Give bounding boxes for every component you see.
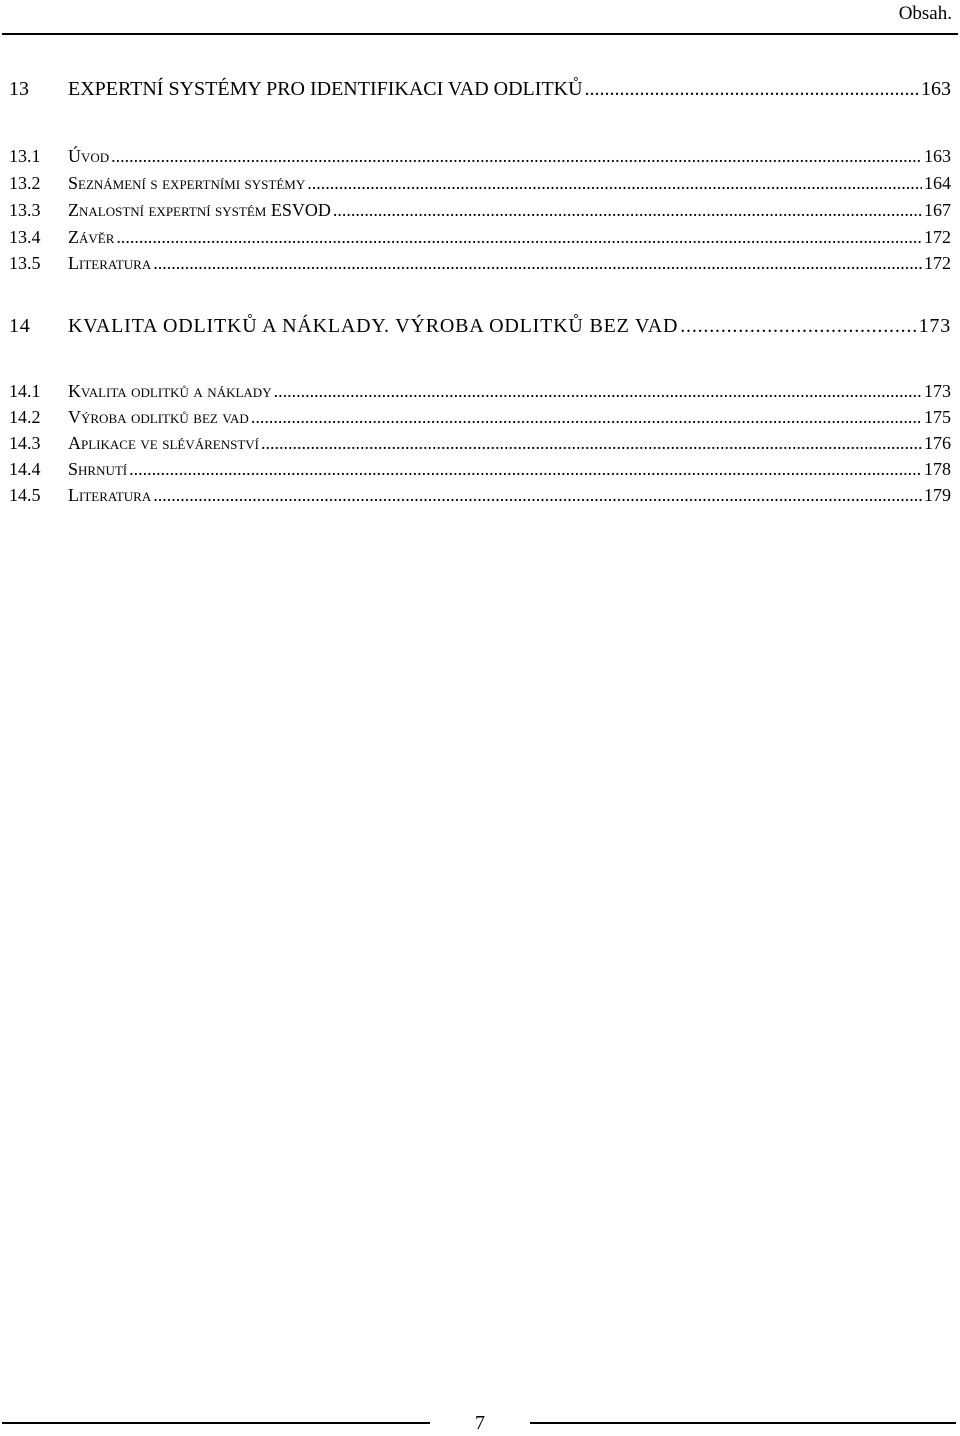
toc-dot-leader [307, 173, 922, 194]
toc-chapter-title: EXPERTNÍ SYSTÉMY PRO IDENTIFIKACI VAD ODLITKŮ [68, 78, 583, 100]
toc-page-number: 176 [924, 433, 951, 453]
toc-section-number: 13.1 [9, 146, 41, 166]
toc-chapter-14[interactable] [9, 315, 951, 341]
toc-section-13-2[interactable] [9, 173, 951, 197]
toc-section-title: Kvalita odlitků a náklady [68, 381, 272, 401]
toc-dot-leader [274, 381, 922, 402]
toc-section-number: 14.1 [9, 381, 41, 401]
toc-section-14-3[interactable] [9, 433, 951, 457]
toc-section-number: 14.4 [9, 459, 41, 479]
toc-chapter-number: 13 [9, 78, 29, 100]
toc-page-number: 173 [924, 381, 951, 401]
toc-page-number: 178 [924, 459, 951, 479]
toc-dot-leader [585, 78, 919, 101]
toc-section-title: Úvod [68, 146, 110, 166]
toc-page-number: 164 [924, 173, 951, 193]
toc-section-13-5[interactable] [9, 253, 951, 277]
toc-page-number: 163 [924, 146, 951, 166]
toc-dot-leader [111, 146, 922, 167]
toc-section-number: 13.4 [9, 227, 41, 247]
toc-section-number: 13.3 [9, 200, 41, 220]
toc-section-14-2[interactable] [9, 407, 951, 431]
toc-page-number: 173 [918, 315, 951, 337]
toc-section-14-5[interactable] [9, 485, 951, 509]
toc-dot-leader [153, 485, 922, 506]
toc-dot-leader [116, 227, 922, 248]
toc-page-number: 163 [921, 78, 951, 100]
header-title: Obsah. [898, 3, 952, 24]
toc-section-title: Literatura [68, 485, 152, 505]
toc-chapter-title: KVALITA ODLITKŮ A NÁKLADY. VÝROBA ODLITKŮ BEZ VAD [68, 315, 679, 337]
toc-page-number: 167 [924, 200, 951, 220]
toc-dot-leader [251, 407, 922, 428]
toc-section-title: Znalostní expertní systém ESVOD [68, 200, 331, 220]
toc-dot-leader [129, 459, 922, 480]
toc-dot-leader [153, 253, 922, 274]
toc-page-number: 175 [924, 407, 951, 427]
footer-rule-right [530, 1422, 956, 1424]
toc-section-title: Závěr [68, 227, 115, 247]
toc-dot-leader [680, 315, 916, 338]
toc-section-13-1[interactable] [9, 146, 951, 170]
toc-section-title: Aplikace ve slévárenství [68, 433, 259, 453]
toc-chapter-13[interactable] [9, 78, 951, 104]
toc-section-13-4[interactable] [9, 227, 951, 251]
toc-page-number: 172 [924, 227, 951, 247]
toc-section-title: Literatura [68, 253, 152, 273]
toc-section-number: 14.2 [9, 407, 41, 427]
toc-section-title: Výroba odlitků bez vad [68, 407, 249, 427]
toc-dot-leader [261, 433, 922, 454]
toc-section-number: 13.5 [9, 253, 41, 273]
header-rule [2, 33, 958, 35]
footer-rule-left [2, 1422, 430, 1424]
toc-chapter-number: 14 [9, 315, 31, 337]
toc-page-number: 179 [924, 485, 951, 505]
toc-section-number: 14.3 [9, 433, 41, 453]
toc-section-title: Seznámení s expertními systémy [68, 173, 306, 193]
toc-page-number: 172 [924, 253, 951, 273]
toc-section-13-3[interactable] [9, 200, 951, 224]
toc-section-number: 14.5 [9, 485, 41, 505]
page-number: 7 [475, 1412, 485, 1434]
toc-section-14-4[interactable] [9, 459, 951, 483]
toc-dot-leader [333, 200, 922, 221]
toc-section-14-1[interactable] [9, 381, 951, 405]
toc-section-title: Shrnutí [68, 459, 128, 479]
toc-section-number: 13.2 [9, 173, 41, 193]
